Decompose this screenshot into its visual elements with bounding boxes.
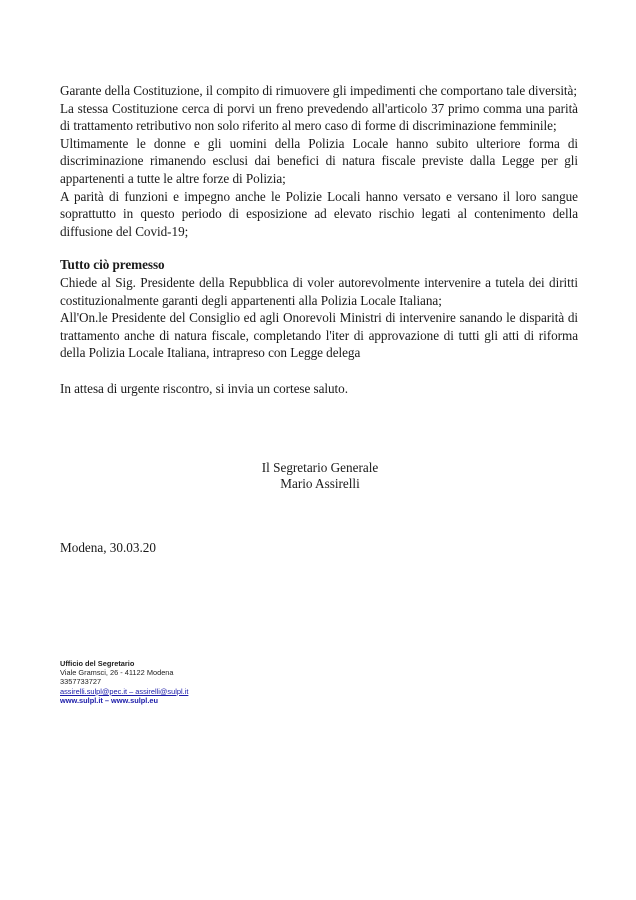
body-paragraph: Ultimamente le donne e gli uomini della Polizia Locale hanno subito ulteriore forma di discriminazione rimanendo esclusi dai benefici di natura fiscale previste dalla Legge per gli appartenenti a tutte le altre forze di Polizia;: [60, 135, 578, 186]
closing-line: In attesa di urgente riscontro, si invia un cortese saluto.: [60, 380, 348, 396]
footer-contacts: [60, 659, 188, 705]
body-paragraph: Garante della Costituzione, il compito di rimuovere gli impedimenti che comportano tale diversità;: [60, 83, 577, 98]
request-paragraph: Chiede al Sig. Presidente della Repubblica di voler autorevolmente intervenire a tutela dei diritti costituzionalmente garanti degli appartenenti alla Polizia Locale Italiana;: [60, 274, 578, 308]
body-paragraph: La stessa Costituzione cerca di porvi un freno prevedendo all'articolo 37 primo comma una parità di trattamento retributivo non solo riferito al mero caso di forme di discriminazione femminile;: [60, 100, 578, 134]
request-paragraph: All'On.le Presidente del Consiglio ed agli Onorevoli Ministri di intervenire sanando le disparità di trattamento anche di natura fiscale, completando l'iter di approvazione di tutti gli atti di riforma della Polizia Locale Italiana, intrapreso con Legge delega: [60, 310, 578, 361]
premise-heading: Tutto ciò premesso: [60, 257, 165, 273]
footer-address: Viale Gramsci, 26 - 41122 Modena: [60, 668, 174, 678]
body-paragraph: A parità di funzioni e impegno anche le Polizie Locali hanno versato e versano il loro sangue soprattutto in questo periodo di esposizione ad elevato rischio legati al contenimento della diffusione del Covid-19;: [60, 188, 578, 239]
signature-name: Mario Assirelli: [280, 476, 360, 491]
signature-block: [240, 460, 400, 492]
footer-office: Ufficio del Segretario: [60, 659, 135, 668]
footer-phone: 3357733727: [60, 677, 102, 687]
footer-email-links[interactable]: assirelli.sulpl@pec.it – assirelli@sulpl.it: [60, 686, 189, 696]
footer-website-links[interactable]: www.sulpl.it – www.sulpl.eu: [60, 695, 159, 705]
letter-body: [60, 82, 578, 398]
signature-role: Il Segretario Generale: [261, 460, 379, 475]
place-date: Modena, 30.03.20: [60, 540, 156, 555]
